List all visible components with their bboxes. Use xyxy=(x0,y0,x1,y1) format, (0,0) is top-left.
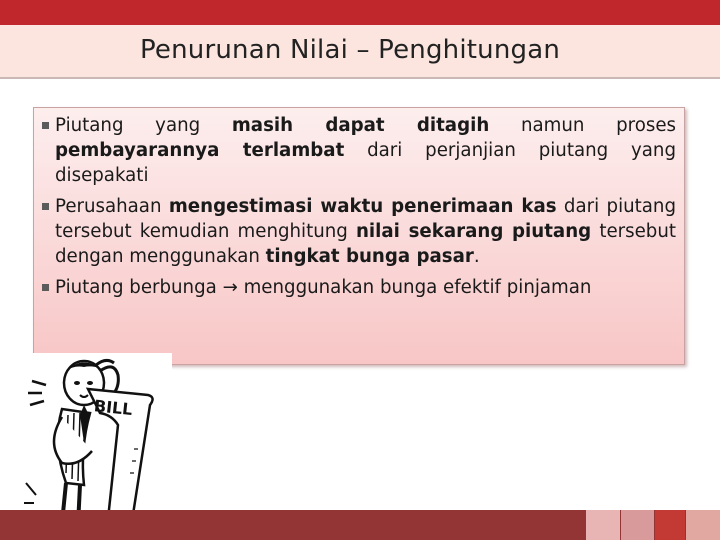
bullet-1-bold: pembayarannya terlambat xyxy=(55,140,345,161)
slide-title: Penurunan Nilai – Penghitungan xyxy=(139,35,561,65)
clipart-svg xyxy=(22,353,172,533)
square-bullet-icon xyxy=(42,122,49,129)
bullet-1-bold: masih dapat ditagih xyxy=(231,115,490,136)
man-holding-bill-clipart xyxy=(22,353,172,533)
bullet-2-text: dari piutang tersebut kemudian menghitung xyxy=(55,196,677,242)
bullet-item-3 xyxy=(40,275,676,300)
arrow-right-icon: → xyxy=(222,277,238,298)
footer-square-1 xyxy=(586,510,620,540)
footer-square-3 xyxy=(655,510,685,540)
bullet-2-bold: tingkat bunga pasar xyxy=(265,246,474,267)
bullet-2-text: tersebut dengan menggunakan xyxy=(55,221,676,267)
top-accent-bar xyxy=(0,0,720,25)
bullet-item-1 xyxy=(40,113,676,188)
footer-square-2 xyxy=(621,510,654,540)
square-bullet-icon xyxy=(42,203,49,210)
bullet-1-text: namun proses xyxy=(489,115,676,136)
square-bullet-icon xyxy=(42,284,49,291)
bullet-2-text: . xyxy=(473,246,480,267)
bullet-3-text: menggunakan bunga efektif pinjaman xyxy=(237,277,592,298)
bullet-item-2 xyxy=(40,194,676,269)
bullet-list xyxy=(40,113,676,306)
bullet-3-text: Piutang berbunga xyxy=(55,277,223,298)
bullet-1-text: Piutang yang xyxy=(55,115,232,136)
bullet-2-bold: nilai sekarang piutang xyxy=(355,221,592,242)
bullet-2-bold: mengestimasi waktu penerimaan kas xyxy=(168,196,557,217)
footer-square-4 xyxy=(686,510,720,540)
bullet-2-text: Perusahaan xyxy=(55,196,169,217)
bill-text: BILL xyxy=(93,396,134,420)
bullet-1-text: dari perjanjian piutang yang disepakati xyxy=(55,140,676,186)
